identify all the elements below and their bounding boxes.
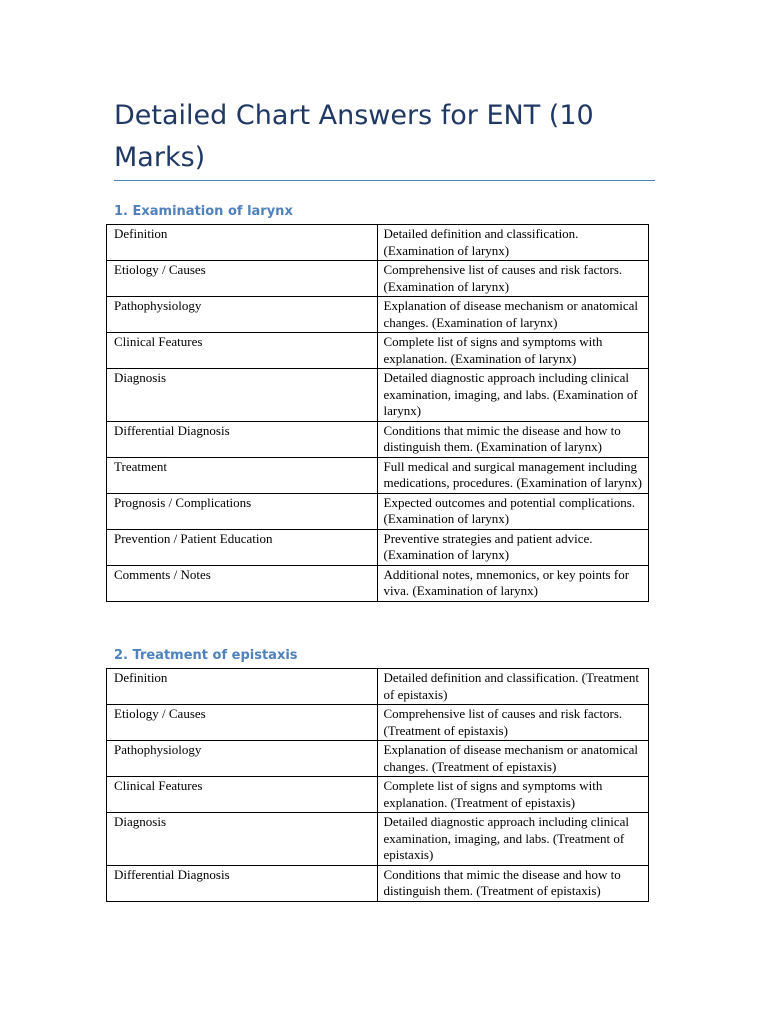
row-description: Comprehensive list of causes and risk factors. (Examination of larynx) [377,261,649,297]
row-label: Definition [107,225,378,261]
table-row [107,261,649,297]
row-description: Detailed diagnostic approach including clinical examination, imaging, and labs. (Treatment of epistaxis) [377,813,649,866]
table-row [107,369,649,422]
row-label: Comments / Notes [107,565,378,601]
section-table-treatment-of-epistaxis [106,668,649,902]
row-description: Explanation of disease mechanism or anatomical changes. (Treatment of epistaxis) [377,741,649,777]
row-label: Differential Diagnosis [107,865,378,901]
table-row [107,493,649,529]
row-label: Clinical Features [107,333,378,369]
section-table-examination-of-larynx [106,224,649,602]
table-row [107,565,649,601]
row-description: Explanation of disease mechanism or anatomical changes. (Examination of larynx) [377,297,649,333]
row-description: Detailed diagnostic approach including clinical examination, imaging, and labs. (Examination of larynx) [377,369,649,422]
table-row [107,421,649,457]
row-description: Comprehensive list of causes and risk factors. (Treatment of epistaxis) [377,705,649,741]
row-label: Differential Diagnosis [107,421,378,457]
row-description: Expected outcomes and potential complications. (Examination of larynx) [377,493,649,529]
section-heading-treatment-of-epistaxis: 2. Treatment of epistaxis [114,648,298,663]
row-description: Complete list of signs and symptoms with explanation. (Treatment of epistaxis) [377,777,649,813]
section-heading-examination-of-larynx: 1. Examination of larynx [114,204,293,219]
row-description: Complete list of signs and symptoms with explanation. (Examination of larynx) [377,333,649,369]
row-description: Detailed definition and classification. (Examination of larynx) [377,225,649,261]
table-row [107,813,649,866]
row-label: Pathophysiology [107,297,378,333]
row-label: Etiology / Causes [107,705,378,741]
table-row [107,777,649,813]
table-row [107,529,649,565]
row-label: Definition [107,669,378,705]
row-label: Clinical Features [107,777,378,813]
row-label: Etiology / Causes [107,261,378,297]
row-label: Prevention / Patient Education [107,529,378,565]
row-description: Preventive strategies and patient advice. (Examination of larynx) [377,529,649,565]
row-description: Full medical and surgical management including medications, procedures. (Examination of larynx) [377,457,649,493]
row-label: Treatment [107,457,378,493]
table-row [107,333,649,369]
document-title: Detailed Chart Answers for ENT (10 Marks) [114,100,594,173]
table-row [107,457,649,493]
table-row [107,669,649,705]
row-label: Prognosis / Complications [107,493,378,529]
row-description: Detailed definition and classification. (Treatment of epistaxis) [377,669,649,705]
row-description: Conditions that mimic the disease and how to distinguish them. (Examination of larynx) [377,421,649,457]
row-label: Pathophysiology [107,741,378,777]
title-divider [114,180,655,181]
row-label: Diagnosis [107,369,378,422]
row-label: Diagnosis [107,813,378,866]
table-row [107,865,649,901]
table-row [107,705,649,741]
row-description: Additional notes, mnemonics, or key points for viva. (Examination of larynx) [377,565,649,601]
row-description: Conditions that mimic the disease and how to distinguish them. (Treatment of epistaxis) [377,865,649,901]
table-row [107,225,649,261]
table-row [107,741,649,777]
table-row [107,297,649,333]
